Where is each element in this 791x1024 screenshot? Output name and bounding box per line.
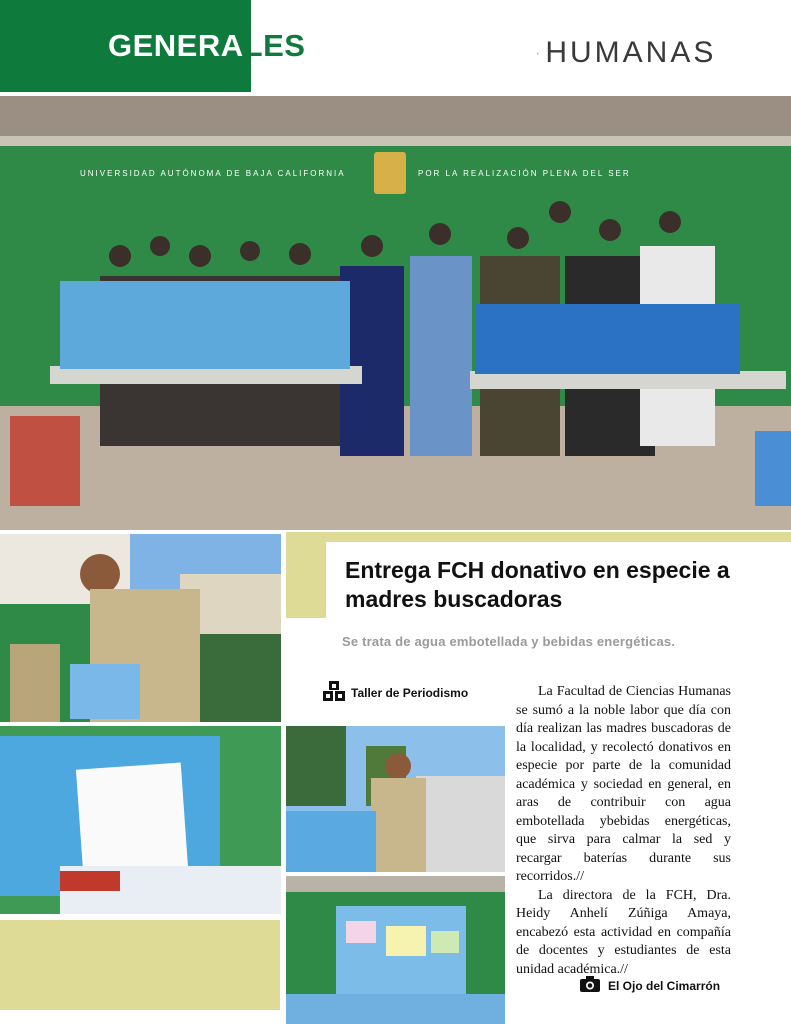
section-title: GENERALES (108, 28, 306, 63)
humanas-logo: ·HUMANAS (535, 36, 717, 69)
paragraph: La directora de la FCH, Dra. Heidy Anhelí Zúñiga Amaya, encabezó esta actividad en compañía de docentes y estudiantes de esta unidad académica.// (516, 887, 731, 977)
abc-blocks-icon (323, 681, 345, 704)
photo-man-near-truck (286, 726, 505, 872)
photo-credit (580, 976, 720, 995)
svg-text:UNIVERSIDAD AUTÓNOMA DE BAJA C: UNIVERSIDAD AUTÓNOMA DE BAJA CALIFORNIA (80, 169, 346, 178)
logo-mark-icon: · (535, 45, 544, 63)
article-headline: Entrega FCH donativo en especie a madres buscadoras (345, 557, 730, 612)
article-body (516, 683, 731, 979)
main-photo (0, 96, 791, 530)
camera-icon (580, 976, 600, 995)
paragraph: La Facultad de Ciencias Humanas se sumó a la noble labor que día con día realizan las madres buscadoras de la localidad, y recolectó donativos en especie por parte de la comunidad académica y sociedad en general, en aras de contribuir con agua embotellada ybebidas energéticas, que sirva para calmar la sed y recargar baterías durante sus recorridos.// (516, 684, 731, 884)
author-line (323, 681, 468, 704)
photo-man-lifting-water (0, 534, 281, 722)
photo-water-pack-note (0, 726, 281, 914)
article-subtitle: Se trata de agua embotellada y bebidas energéticas. (342, 634, 676, 649)
svg-text:POR LA REALIZACIÓN PLENA DEL S: POR LA REALIZACIÓN PLENA DEL SER (418, 169, 631, 178)
photo-water-packs-notes (286, 876, 505, 1024)
author-name: Taller de Periodismo (351, 685, 469, 700)
photo-credit-name: El Ojo del Cimarrón (608, 978, 721, 993)
decorative-box (0, 920, 280, 1010)
